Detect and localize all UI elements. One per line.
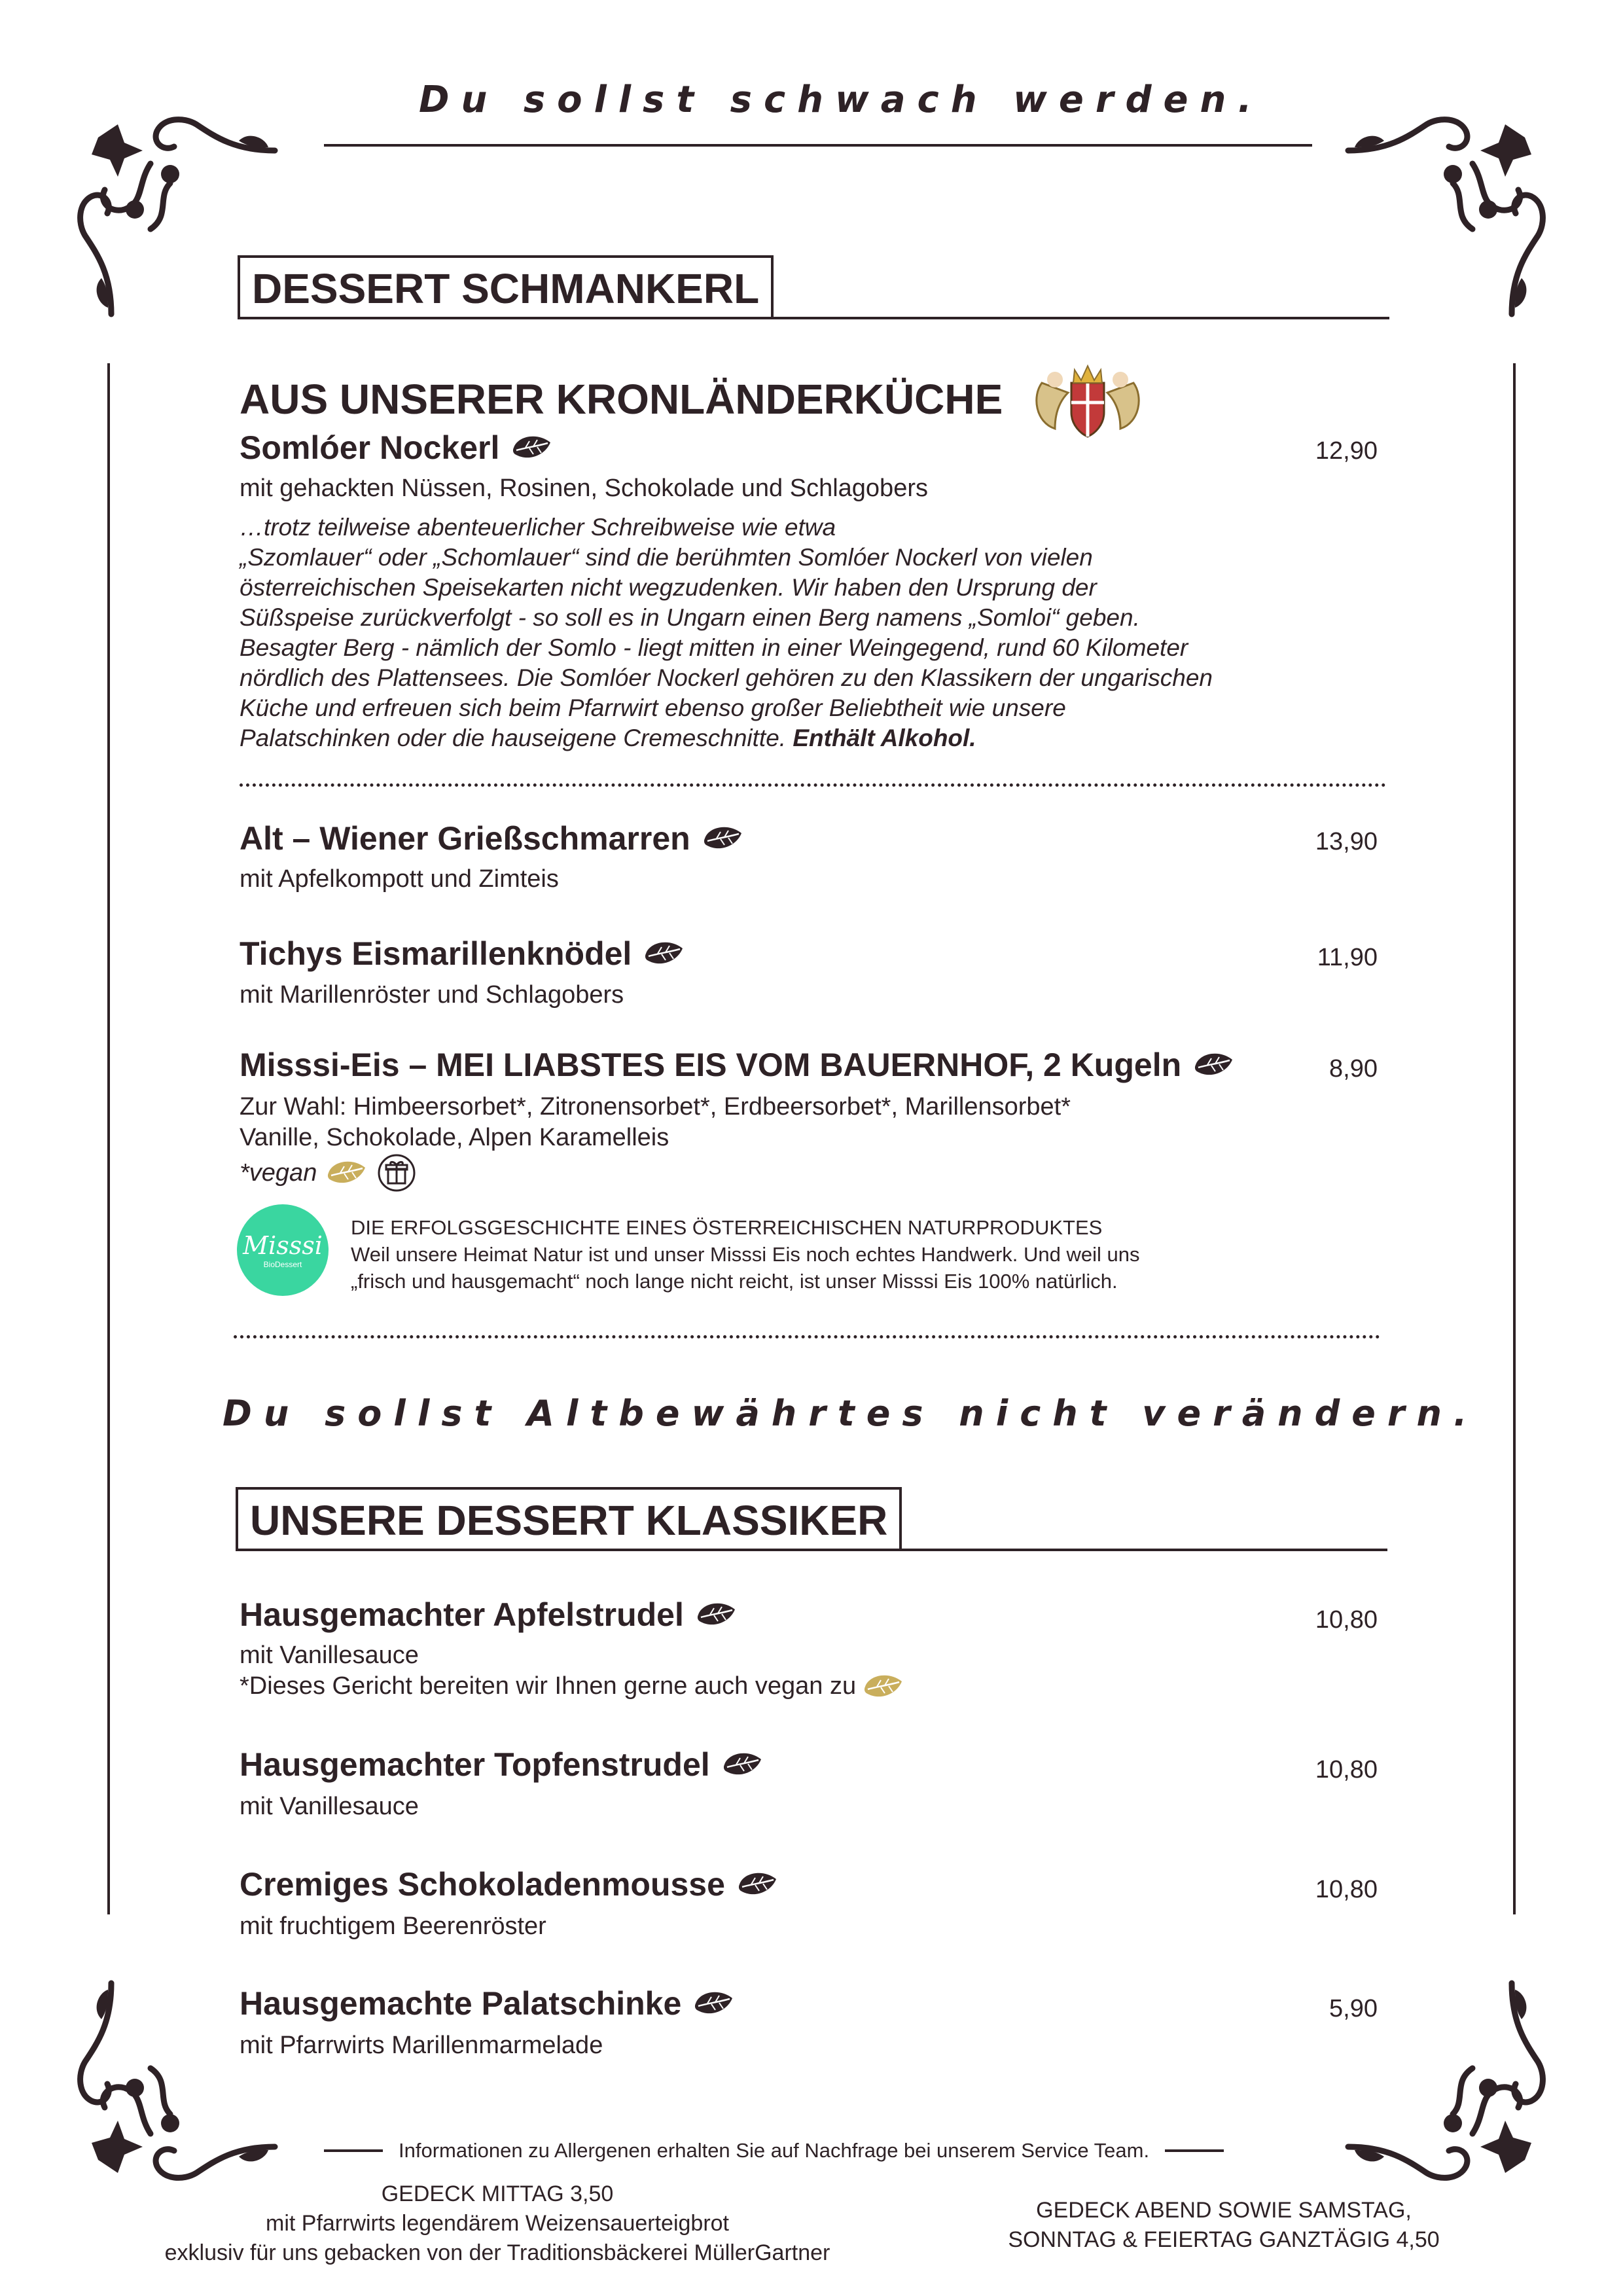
story-line: Süßspeise zurückverfolgt - so soll es in Ungarn einen Berg namens „Somloi“ geben. (240, 604, 1140, 631)
desc-line: Vanille, Schokolade, Alpen Karamelleis (240, 1124, 669, 1151)
story-line: „Szomlauer“ oder „Schomlauer“ sind die berühmten Somlóer Nockerl von vielen (240, 544, 1093, 571)
dish-palatschinke (240, 1984, 735, 2022)
price-palatschinke: 5,90 (1329, 1995, 1378, 2022)
story-somloer-nockerl (240, 512, 1213, 753)
coat-of-arms-icon (1029, 357, 1147, 442)
allergen-info-row (324, 2139, 1319, 2162)
misssi-logo-text: Misssi (243, 1231, 323, 1260)
dish-somloer-nockerl (240, 429, 553, 467)
dish-apfelstrudel (240, 1596, 738, 1634)
cover-charge-midday (124, 2179, 870, 2268)
story-line: österreichischen Speisekarten nicht wegzudenken. Wir haben den Ursprung der (240, 574, 1097, 601)
leaf-icon (643, 939, 685, 968)
misssi-line: Weil unsere Heimat Natur ist und unser Misssi Eis noch echtes Handwerk. Und weil uns (351, 1243, 1140, 1266)
page-motto: Du sollst schwach werden. (419, 79, 1264, 121)
leaf-icon (1193, 1050, 1235, 1079)
leaf-icon (693, 1989, 735, 2018)
dish-name: Alt – Wiener Grießschmarren (240, 820, 690, 857)
right-border-rule (1513, 363, 1516, 1914)
desc-palatschinke: mit Pfarrwirts Marillenmarmelade (240, 2032, 603, 2059)
desc-line: Zur Wahl: Himbeersorbet*, Zitronensorbet*, Erdbeersorbet*, Marillensorbet* (240, 1093, 1071, 1121)
page-motto-2: Du sollst Altbewährtes nicht verändern. (223, 1393, 1479, 1434)
dotted-divider (234, 1335, 1380, 1338)
footer-line: GEDECK MITTAG 3,50 (381, 2181, 614, 2206)
vegan-leaf-icon (326, 1158, 368, 1187)
desc-topfenstrudel: mit Vanillesauce (240, 1793, 419, 1820)
dish-name: Tichys Eismarillenknödel (240, 935, 632, 972)
desc-grießschmarren: mit Apfelkompott und Zimteis (240, 865, 559, 893)
leaf-icon (696, 1600, 738, 1629)
dish-name: Hausgemachter Topfenstrudel (240, 1746, 710, 1783)
section-title-underline (238, 317, 1389, 319)
desc-apfelstrudel: mit Vanillesauce (240, 1641, 419, 1669)
footer-line: exklusiv für uns gebacken von der Traditionsbäckerei MüllerGartner (164, 2240, 830, 2265)
left-border-rule (107, 363, 110, 1914)
story-text: Palatschinken oder die hauseigene Cremeschnitte. (240, 725, 787, 751)
vegan-note-apfelstrudel (240, 1671, 904, 1702)
story-line (240, 723, 1213, 753)
dish-name: Cremiges Schokoladenmousse (240, 1866, 725, 1903)
dish-topfenstrudel (240, 1746, 764, 1784)
dish-schokoladenmousse (240, 1865, 779, 1903)
vegan-note-text: *Dieses Gericht bereiten wir Ihnen gerne auch vegan zu (240, 1672, 857, 1700)
leaf-icon (511, 433, 553, 462)
corner-ornament-top-right (1342, 111, 1551, 321)
price-grießschmarren: 13,90 (1315, 828, 1378, 855)
price-topfenstrudel: 10,80 (1315, 1756, 1378, 1784)
dish-name: Hausgemachter Apfelstrudel (240, 1596, 684, 1633)
leaf-icon (722, 1750, 764, 1779)
allergen-rule-left (324, 2149, 383, 2152)
subtitle-kronlaenderkueche: AUS UNSERER KRONLÄNDERKÜCHE (240, 376, 1003, 423)
desc-misssi-eis (240, 1092, 1071, 1193)
footer-line: mit Pfarrwirts legendärem Weizensauerteigbrot (266, 2211, 729, 2236)
cover-charge-evening (955, 2196, 1492, 2255)
misssi-line: „frisch und hausgemacht“ noch lange nicht reicht, ist unser Misssi Eis 100% natürlich. (351, 1270, 1118, 1293)
section-title-underline (236, 1549, 1387, 1551)
allergen-info: Informationen zu Allergenen erhalten Sie auf Nachfrage bei unserem Service Team. (399, 2139, 1150, 2162)
story-line: Besagter Berg - nämlich der Somlo - liegt mitten in einer Weingegend, rund 60 Kilometer (240, 634, 1188, 661)
price-eismarillenknoedel: 11,90 (1317, 944, 1378, 971)
alcohol-note: Enthält Alkohol. (793, 725, 976, 751)
dish-name: Hausgemachte Palatschinke (240, 1985, 682, 2022)
leaf-icon (737, 1870, 779, 1899)
story-line: …trotz teilweise abenteuerlicher Schreibweise wie etwa (240, 514, 836, 541)
misssi-headline: DIE ERFOLGSGESCHICHTE EINES ÖSTERREICHISCHEN NATURPRODUKTES (351, 1216, 1103, 1239)
footer-line: GEDECK ABEND SOWIE SAMSTAG, (1036, 2198, 1412, 2223)
section-title-dessert-klassiker: UNSERE DESSERT KLASSIKER (236, 1487, 902, 1550)
desc-eismarillenknoedel: mit Marillenröster und Schlagobers (240, 981, 624, 1009)
leaf-icon (702, 824, 744, 853)
section-title-dessert-schmankerl: DESSERT SCHMANKERL (238, 255, 774, 318)
price-apfelstrudel: 10,80 (1315, 1606, 1378, 1634)
price-schokoladenmousse: 10,80 (1315, 1876, 1378, 1903)
misssi-logo (237, 1204, 329, 1296)
footer-line: SONNTAG & FEIERTAG GANZTÄGIG 4,50 (1008, 2227, 1440, 2252)
header-rule (324, 144, 1312, 147)
price-somloer-nockerl: 12,90 (1315, 437, 1378, 465)
misssi-logo-sub: BioDessert (263, 1260, 302, 1269)
dish-name: Somlóer Nockerl (240, 429, 500, 466)
desc-schokoladenmousse: mit fruchtigem Beerenröster (240, 1912, 546, 1940)
vegan-leaf-icon (863, 1672, 904, 1701)
desc-somloer-nockerl: mit gehackten Nüssen, Rosinen, Schokolade und Schlagobers (240, 475, 928, 502)
dotted-divider (240, 783, 1386, 787)
gift-box-icon (377, 1153, 416, 1193)
allergen-rule-right (1165, 2149, 1224, 2152)
story-line: Küche und erfreuen sich beim Pfarrwirt ebenso großer Beliebtheit wie unsere (240, 694, 1066, 721)
dish-misssi-eis (240, 1046, 1235, 1084)
dish-grießschmarren (240, 819, 744, 857)
story-line: nördlich des Plattensees. Die Somlóer Nockerl gehören zu den Klassikern der ungarischen (240, 664, 1213, 691)
dish-eismarillenknoedel (240, 935, 685, 973)
price-misssi-eis: 8,90 (1329, 1055, 1378, 1083)
misssi-info (351, 1214, 1140, 1295)
dish-name: Misssi-Eis – MEI LIABSTES EIS VOM BAUERNHOF, 2 Kugeln (240, 1047, 1182, 1083)
vegan-note: *vegan (240, 1158, 317, 1187)
vegan-note-row (240, 1153, 1071, 1193)
